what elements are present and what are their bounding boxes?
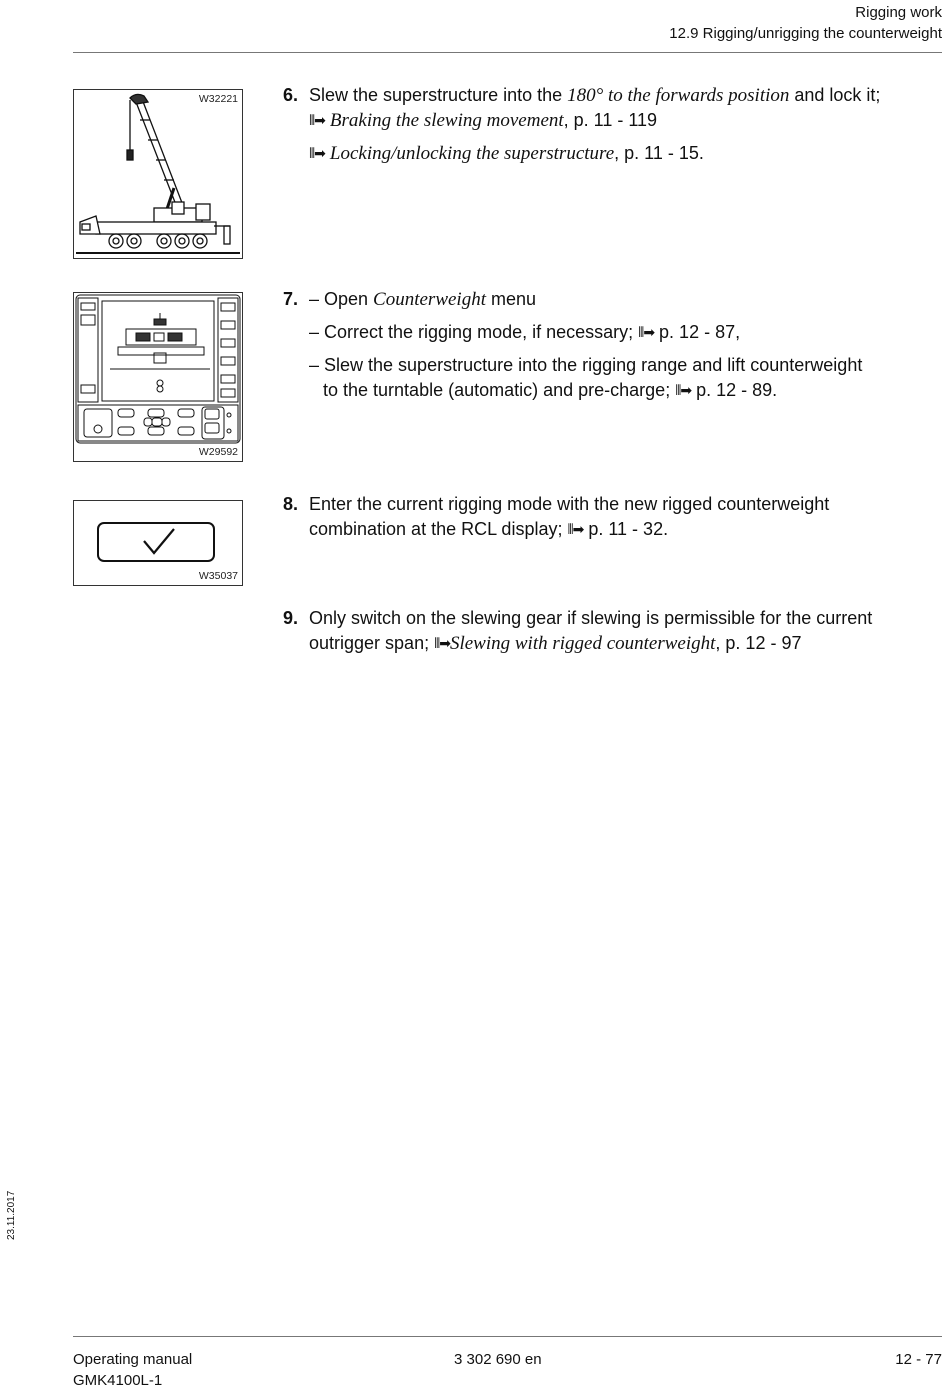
cross-reference-link[interactable]: p. 11 - 32. bbox=[583, 519, 669, 539]
cross-reference-arrow-icon: ⦀➡ bbox=[567, 521, 584, 537]
header-rule bbox=[73, 52, 942, 53]
step-7 bbox=[283, 287, 942, 402]
footer-rule bbox=[73, 1336, 942, 1337]
section-title: 12.9 Rigging/unrigging the counterweight bbox=[669, 25, 942, 42]
step-number: 8. bbox=[283, 494, 299, 514]
figure-id-label: W35037 bbox=[198, 570, 238, 582]
figure-id-label: W32221 bbox=[198, 93, 238, 105]
step-number: 7. bbox=[283, 289, 299, 309]
step-6 bbox=[283, 83, 942, 173]
step-line: ⦀➡ Locking/unlocking the superstructure, p. 11 - 15. bbox=[309, 143, 704, 164]
figure-check-button bbox=[73, 500, 243, 586]
step-line: outrigger span; ⦀➡Slewing with rigged counterweight, p. 12 - 97 bbox=[309, 633, 802, 654]
step-9 bbox=[283, 606, 942, 661]
document-number: 3 302 690 en bbox=[454, 1351, 542, 1368]
step-line: – Slew the superstructure into the rigging range and lift counterweight bbox=[309, 355, 863, 375]
crane-illustration bbox=[74, 90, 242, 258]
cross-reference-arrow-icon: ⦀➡ bbox=[675, 382, 692, 398]
cross-reference-link[interactable]: Braking the slewing movement bbox=[329, 110, 564, 131]
checkmark-icon bbox=[144, 529, 174, 553]
page-header bbox=[669, 2, 942, 44]
step-line: Enter the current rigging mode with the new rigged counterweight bbox=[309, 494, 830, 514]
step-line: combination at the RCL display; ⦀➡ p. 11 - 32. bbox=[309, 517, 668, 543]
step-8 bbox=[283, 492, 942, 547]
cross-reference-link[interactable]: p. 12 - 87, bbox=[654, 322, 741, 342]
step-number: 6. bbox=[283, 85, 299, 105]
step-line: – Open Counterweight menu bbox=[309, 289, 537, 310]
revision-date: 23.11.2017 bbox=[6, 1190, 17, 1240]
step-line: to the turntable (automatic) and pre-charge; ⦀➡ p. 12 - 89. bbox=[323, 378, 777, 404]
figure-control-panel bbox=[73, 292, 243, 462]
cross-reference-link[interactable]: Slewing with rigged counterweight bbox=[449, 633, 716, 654]
cross-reference-link[interactable]: p. 12 - 89. bbox=[691, 380, 778, 400]
control-panel-illustration bbox=[74, 293, 242, 461]
step-line: ⦀➡ Braking the slewing movement, p. 11 - 119 bbox=[309, 110, 658, 131]
cross-reference-arrow-icon: ⦀➡ bbox=[638, 324, 655, 340]
step-number: 9. bbox=[283, 608, 299, 628]
manual-type: Operating manual bbox=[73, 1351, 193, 1368]
figure-id-label: W29592 bbox=[198, 446, 238, 458]
cross-reference-arrow-icon: ⦀➡ bbox=[309, 145, 325, 161]
cross-reference-arrow-icon: ⦀➡ bbox=[309, 112, 325, 128]
model-name: GMK4100L-1 bbox=[73, 1372, 163, 1389]
footer-left bbox=[73, 1349, 192, 1391]
page-number: 12 - 77 bbox=[895, 1351, 942, 1368]
chapter-title: Rigging work bbox=[855, 4, 942, 21]
cross-reference-arrow-icon: ⦀➡ bbox=[434, 635, 450, 651]
figure-crane bbox=[73, 89, 243, 259]
step-line: Slew the superstructure into the 180° to the forwards position and lock it; bbox=[309, 85, 881, 106]
cross-reference-link[interactable]: Locking/unlocking the superstructure bbox=[329, 143, 615, 164]
step-line: – Correct the rigging mode, if necessary; ⦀➡ p. 12 - 87, bbox=[309, 320, 740, 346]
step-line: Only switch on the slewing gear if slewing is permissible for the current bbox=[309, 608, 873, 628]
